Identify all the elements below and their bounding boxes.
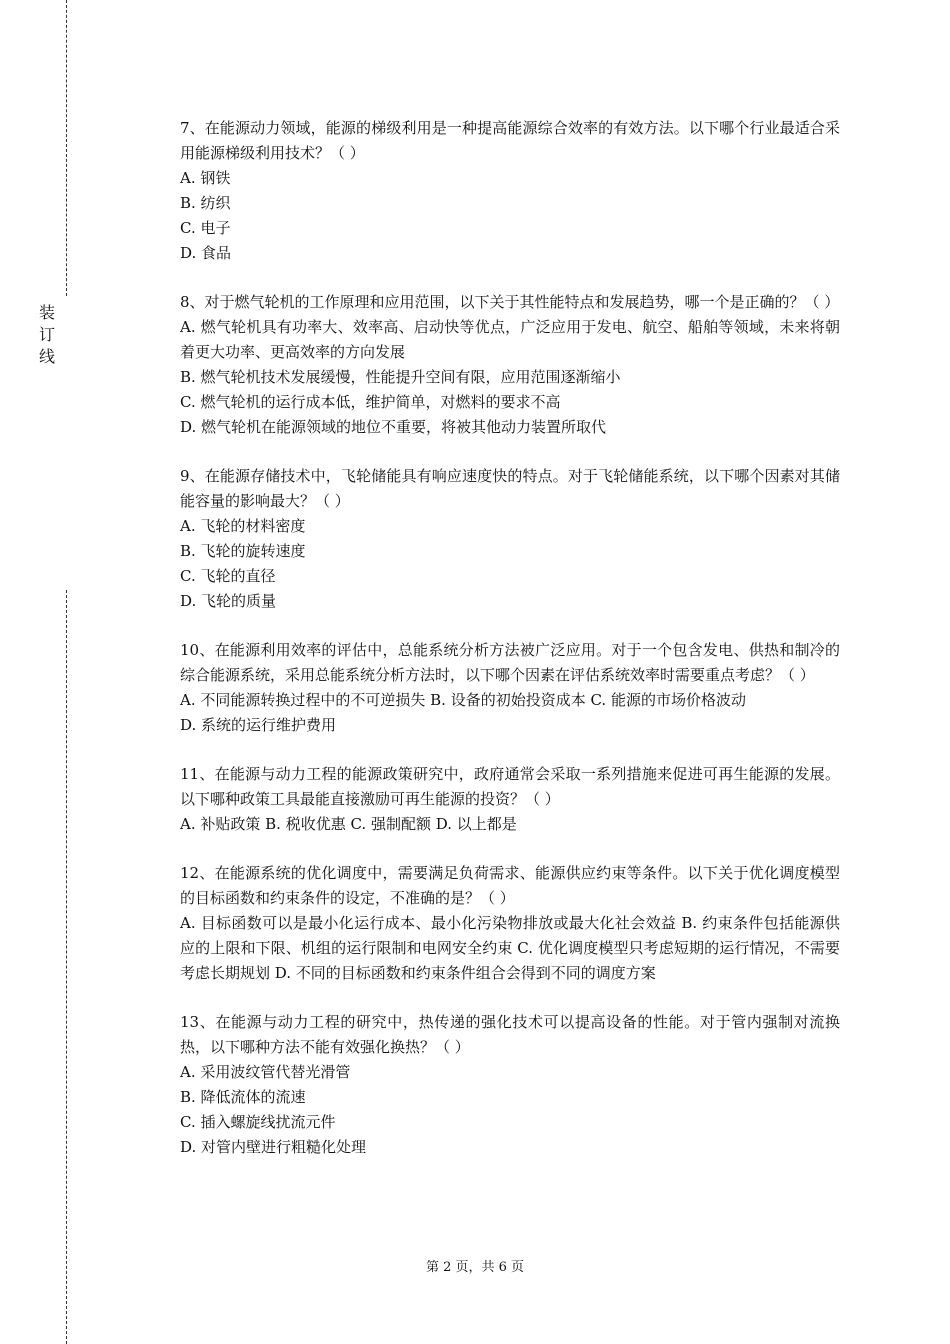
option-a: A. 钢铁	[180, 169, 231, 187]
question-stem: 9、在能源存储技术中，飞轮储能具有响应速度快的特点。对于飞轮储能系统，以下哪个因素对其储能容量的影响最大？（ ）	[180, 467, 840, 510]
option-d: D. 食品	[180, 244, 232, 262]
binding-label	[36, 302, 58, 368]
binding-dashed-line-top	[66, 0, 67, 296]
option-c: C. 燃气轮机的运行成本低，维护简单，对燃料的要求不高	[180, 393, 561, 411]
option-a: A. 采用波纹管代替光滑管	[180, 1063, 351, 1081]
option-d: D. 对管内壁进行粗糙化处理	[180, 1138, 367, 1156]
binding-dashed-line-bottom	[66, 590, 67, 1344]
option-b: B. 纺织	[180, 194, 231, 212]
option-c: C. 飞轮的直径	[180, 567, 276, 585]
question-stem: 11、在能源与动力工程的能源政策研究中，政府通常会采取一系列措施来促进可再生能源的发展。以下哪种政策工具最能直接激励可再生能源的投资？（ ）	[180, 765, 840, 808]
option-abc: A. 不同能源转换过程中的不可逆损失 B. 设备的初始投资成本 C. 能源的市场价格波动	[180, 691, 746, 709]
question-13	[180, 1010, 840, 1160]
binding-char: 订	[38, 325, 55, 344]
binding-char: 装	[38, 303, 55, 322]
option-a: A. 燃气轮机具有功率大、效率高、启动快等优点，广泛应用于发电、航空、船舶等领域，未来将朝着更大功率、更高效率的方向发展	[180, 318, 840, 361]
question-stem: 13、在能源与动力工程的研究中，热传递的强化技术可以提高设备的性能。对于管内强制对流换热，以下哪种方法不能有效强化换热？（ ）	[180, 1013, 840, 1056]
question-11	[180, 762, 840, 837]
option-d: D. 系统的运行维护费用	[180, 716, 337, 734]
option-b: B. 燃气轮机技术发展缓慢，性能提升空间有限，应用范围逐渐缩小	[180, 368, 621, 386]
question-stem: 10、在能源利用效率的评估中，总能系统分析方法被广泛应用。对于一个包含发电、供热和制冷的综合能源系统，采用总能系统分析方法时，以下哪个因素在评估系统效率时需要重点考虑？（ ）	[180, 641, 840, 684]
question-10	[180, 638, 840, 738]
question-8	[180, 290, 840, 440]
option-b: B. 飞轮的旋转速度	[180, 542, 306, 560]
option-c: C. 插入螺旋线扰流元件	[180, 1113, 336, 1131]
option-d: D. 飞轮的质量	[180, 592, 277, 610]
question-stem: 7、在能源动力领域，能源的梯级利用是一种提高能源综合效率的有效方法。以下哪个行业最适合采用能源梯级利用技术？（ ）	[180, 119, 840, 162]
option-abcd: A. 目标函数可以是最小化运行成本、最小化污染物排放或最大化社会效益 B. 约束条件包括能源供应的上限和下限、机组的运行限制和电网安全约束 C. 优化调度模型只考虑短期的运行情况，不需要考虑长期规划 D. 不同的目标函数和约束条件组合会得到不同的调度方案	[180, 914, 840, 982]
question-7	[180, 116, 840, 266]
option-a: A. 飞轮的材料密度	[180, 517, 306, 535]
option-c: C. 电子	[180, 219, 231, 237]
option-d: D. 燃气轮机在能源领域的地位不重要，将被其他动力装置所取代	[180, 418, 607, 436]
question-stem: 12、在能源系统的优化调度中，需要满足负荷需求、能源供应约束等条件。以下关于优化调度模型的目标函数和约束条件的设定，不准确的是？（ ）	[180, 864, 840, 907]
question-12	[180, 861, 840, 986]
page-number: 第 2 页，共 6 页	[425, 1260, 525, 1275]
question-stem: 8、对于燃气轮机的工作原理和应用范围，以下关于其性能特点和发展趋势，哪一个是正确的？（ ）	[180, 293, 840, 311]
option-b: B. 降低流体的流速	[180, 1088, 306, 1106]
option-abcd: A. 补贴政策 B. 税收优惠 C. 强制配额 D. 以上都是	[180, 815, 517, 833]
binding-char: 线	[38, 347, 55, 366]
question-9	[180, 464, 840, 614]
question-list	[180, 116, 840, 1184]
